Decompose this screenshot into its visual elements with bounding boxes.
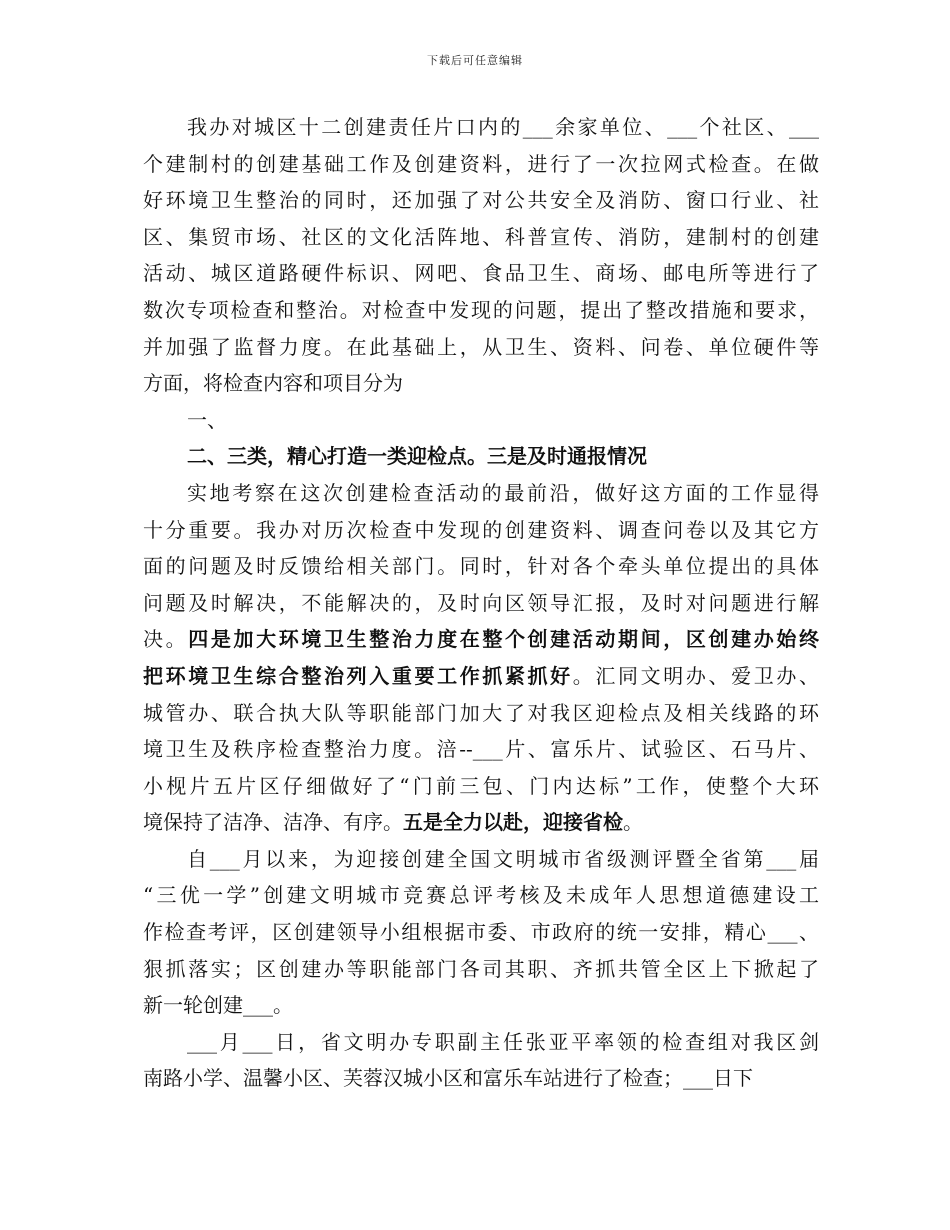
text-segment: 自___月以来，为迎接创建全国文明城市省级测评暨全省第___届 (187, 846, 819, 871)
bold-text-segment: 四是加大环境卫生整治力度在整个创建活动期间，区创建办始终 (188, 627, 820, 652)
text-segment: 境保持了洁净、洁净、有序。 (143, 810, 403, 835)
text-line (143, 475, 819, 512)
text-line (143, 109, 819, 146)
text-segment: 实地考察在这次创建检查活动的最前沿，做好这方面的工作显得 (187, 480, 819, 505)
text-line (143, 804, 819, 841)
text-segment: 南路小学、温馨小区、芙蓉汉城小区和富乐车站进行了检查；___日下 (143, 1066, 753, 1091)
text-segment: 一、 (187, 407, 227, 432)
text-segment: 十分重要。我办对历次检查中发现的创建资料、调查问卷以及其它方 (143, 517, 819, 542)
bold-text-segment: 二、三类，精心打造一类迎检点。三是及时通报情况 (187, 444, 647, 469)
page-header: 下载后可任意编辑 (427, 54, 523, 67)
text-line (143, 402, 819, 439)
text-line (143, 255, 819, 292)
text-line (143, 329, 819, 366)
text-segment: 问题及时解决，不能解决的，及时向区领导汇报，及时对问题进行解 (143, 590, 819, 615)
text-line (143, 438, 819, 475)
text-line (143, 146, 819, 183)
text-segment: “三优一学”创建文明城市竞赛总评考核及未成年人思想道德建设工 (143, 883, 819, 908)
text-segment: 区、集贸市场、社区的文化活阵地、科普宣传、消防，建制村的创建 (143, 224, 819, 249)
text-segment: 境卫生及秩序检查整治力度。涪--___片、富乐片、试验区、石马片、 (143, 737, 819, 762)
text-line (143, 292, 819, 329)
text-segment: 面的问题及时反馈给相关部门。同时，针对各个牵头单位提出的具体 (143, 554, 819, 579)
text-line (143, 621, 819, 658)
text-line (143, 841, 819, 878)
text-line (143, 219, 819, 256)
text-line (143, 695, 819, 732)
text-line (143, 987, 819, 1024)
text-segment: 城管办、联合执大队等职能部门加大了对我区迎检点及相关线路的环 (143, 700, 819, 725)
text-line (143, 365, 819, 402)
text-segment: 方面，将检查内容和项目分为 (143, 371, 403, 396)
text-segment: ___月___日，省文明办专职副主任张亚平率领的检查组对我区剑 (187, 1029, 819, 1054)
text-line (143, 914, 819, 951)
text-segment: 。 (623, 810, 643, 835)
text-line (143, 512, 819, 549)
text-segment: 数次专项检查和整治。对检查中发现的问题，提出了整改措施和要求， (143, 297, 819, 322)
bold-text-segment: 把环境卫生综合整治列入重要工作抓紧抓好 (143, 663, 573, 688)
text-segment: 新一轮创建___。 (143, 993, 293, 1018)
text-line (143, 731, 819, 768)
text-segment: 并加强了监督力度。在此基础上，从卫生、资料、问卷、单位硬件等 (143, 334, 819, 359)
text-line (143, 658, 819, 695)
text-line (143, 1024, 819, 1061)
text-segment: 个建制村的创建基础工作及创建资料，进行了一次拉网式检查。在做 (143, 151, 819, 176)
text-segment: 作检查考评，区创建领导小组根据市委、市政府的统一安排，精心___、 (143, 920, 819, 945)
paragraph (143, 402, 819, 439)
text-segment: 活动、城区道路硬件标识、网吧、食品卫生、商场、邮电所等进行了 (143, 261, 819, 286)
text-segment: 。汇同文明办、爱卫办、 (572, 663, 820, 688)
text-line (143, 768, 819, 805)
text-line (143, 877, 819, 914)
text-line (143, 951, 819, 988)
text-segment: 决。 (143, 627, 189, 652)
text-line (143, 1060, 819, 1097)
text-segment: 小枧片五片区仔细做好了“门前三包、门内达标”工作，使整个大环 (143, 773, 819, 798)
paragraph (143, 109, 819, 402)
document-body (143, 109, 819, 1097)
paragraph (143, 841, 819, 1024)
text-segment: 我办对城区十二创建责任片口内的___余家单位、___个社区、___ (187, 115, 819, 139)
paragraph (143, 1024, 819, 1097)
text-line (143, 182, 819, 219)
paragraph (143, 475, 819, 841)
text-line (143, 585, 819, 622)
text-line (143, 548, 819, 585)
text-segment: 好环境卫生整治的同时，还加强了对公共安全及消防、窗口行业、社 (143, 188, 819, 213)
paragraph (143, 438, 819, 475)
text-segment: 狠抓落实；区创建办等职能部门各司其职、齐抓共管全区上下掀起了 (143, 956, 819, 981)
bold-text-segment: 五是全力以赴，迎接省检 (403, 810, 623, 835)
